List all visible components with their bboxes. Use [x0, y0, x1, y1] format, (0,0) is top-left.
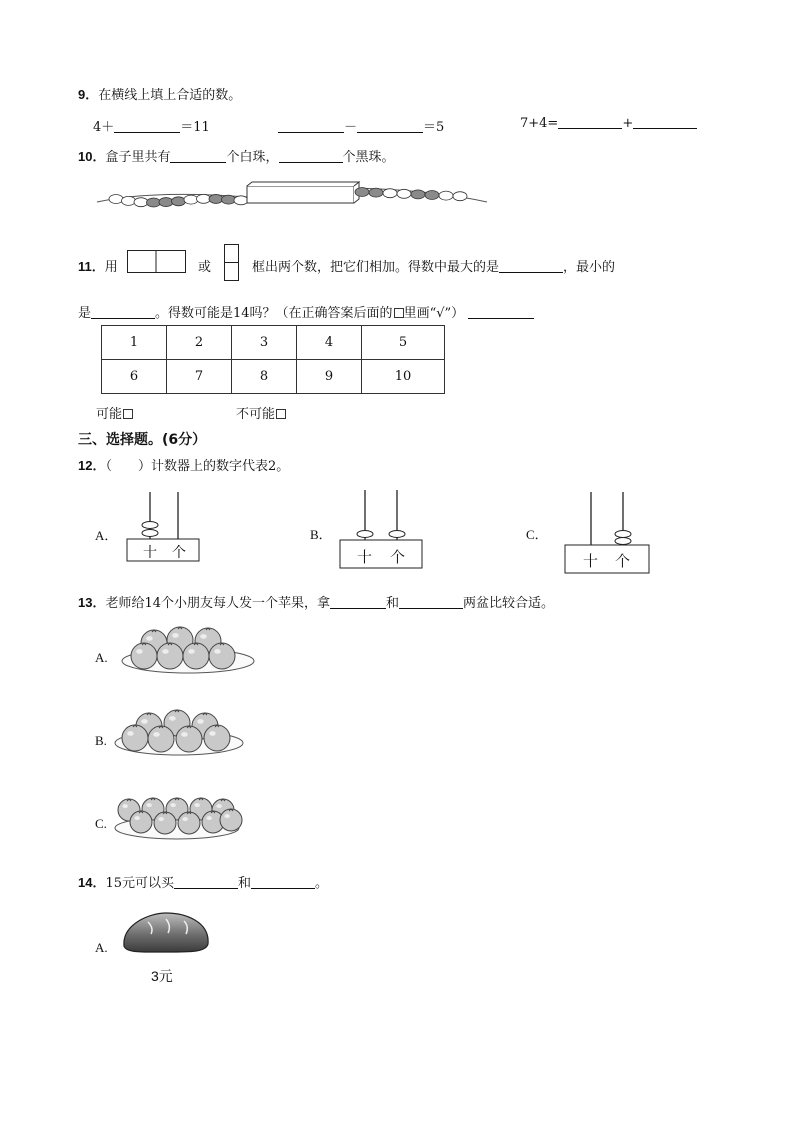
equation-text: － [344, 120, 358, 135]
black-bead [222, 195, 236, 204]
vertical-frame-icon [224, 244, 240, 282]
apple-highlight [127, 731, 134, 736]
table-cell[interactable]: 9 [297, 360, 362, 394]
white-bead [122, 196, 136, 205]
answer-blank[interactable] [633, 116, 697, 129]
white-bead [197, 194, 211, 203]
black-bead [425, 191, 439, 200]
table-cell[interactable]: 6 [102, 360, 167, 394]
option-c-label[interactable]: C. [95, 816, 107, 831]
white-bead [383, 189, 397, 198]
black-bead [411, 190, 425, 199]
abacus-b[interactable] [339, 488, 425, 572]
apple-icon [209, 643, 235, 669]
question-13 [78, 592, 554, 611]
abacus-c[interactable] [563, 490, 653, 576]
apple-icon [220, 809, 242, 831]
apple-highlight [136, 649, 143, 654]
question-text: 用 [104, 260, 118, 275]
question-number: 13． [78, 595, 106, 610]
question-10 [78, 146, 395, 165]
table-cell[interactable]: 3 [232, 326, 297, 360]
answer-blank[interactable] [170, 150, 226, 163]
question-number: 11． [78, 259, 105, 274]
black-bead [172, 197, 186, 206]
apple-highlight [146, 636, 153, 641]
apple-plate-a[interactable] [120, 625, 256, 677]
table-cell[interactable]: 5 [362, 326, 445, 360]
question-text: 或 [198, 260, 212, 275]
question-14 [78, 872, 328, 891]
apple-plate-c[interactable] [113, 795, 245, 843]
white-bead [184, 195, 198, 204]
apple-icon [176, 726, 202, 752]
question-11-text [252, 256, 615, 275]
apple-icon [178, 812, 200, 834]
question-text: 和 [386, 596, 400, 611]
table-cell[interactable]: 8 [232, 360, 297, 394]
black-bead [355, 188, 369, 197]
answer-blank[interactable] [499, 260, 563, 273]
number-table [101, 325, 445, 394]
answer-blank[interactable] [558, 116, 622, 129]
answer-blank[interactable] [279, 150, 343, 163]
apple-highlight [182, 817, 188, 821]
apple-highlight [169, 716, 176, 721]
white-bead [234, 196, 248, 205]
apple-icon [183, 643, 209, 669]
check-box-possible[interactable] [123, 409, 133, 419]
apple-highlight [224, 814, 230, 818]
apple-highlight [134, 816, 140, 820]
question-11-or [198, 256, 211, 275]
answer-blank[interactable] [251, 876, 315, 889]
white-bead [134, 198, 148, 207]
apple-icon [122, 725, 148, 751]
bead-string-illustration [92, 180, 492, 214]
question-text: （ ）计数器上的数字代表2。 [105, 459, 290, 474]
tens-label: 十 [583, 552, 599, 570]
abacus-a[interactable] [126, 490, 202, 566]
question-9 [78, 84, 241, 103]
apple-icon [204, 725, 230, 751]
black-bead [369, 188, 383, 197]
option-b-label[interactable]: B. [95, 733, 107, 748]
question-text: 和 [238, 876, 252, 891]
apple-highlight [122, 804, 128, 808]
option-a-label[interactable]: A. [95, 940, 108, 955]
apple-highlight [153, 732, 160, 737]
white-bead [397, 189, 411, 198]
question-12 [78, 455, 289, 474]
answer-possible [96, 403, 133, 422]
question-text: 。 [315, 876, 329, 891]
apple-highlight [162, 649, 169, 654]
table-cell[interactable]: 7 [167, 360, 232, 394]
question-number: 10． [78, 149, 106, 164]
option-text: 可能 [96, 407, 123, 422]
question-text: 在横线上填上合适的数。 [98, 88, 242, 103]
answer-blank[interactable] [114, 120, 180, 133]
table-cell[interactable]: 4 [297, 326, 362, 360]
apple-highlight [206, 816, 212, 820]
black-bead [159, 198, 173, 207]
question-number: 9． [78, 87, 99, 102]
table-cell[interactable]: 2 [167, 326, 232, 360]
answer-blank[interactable] [468, 306, 534, 319]
answer-blank[interactable] [174, 876, 238, 889]
question-text: 框出两个数，把它们相加。得数中最大的是 [252, 260, 500, 275]
ones-label: 个 [615, 552, 631, 570]
beads-right [355, 188, 467, 201]
table-row [102, 360, 445, 394]
question-11-line2 [78, 302, 534, 321]
question-text: 是 [78, 306, 92, 321]
apple-highlight [141, 719, 148, 724]
option-a-label[interactable]: A. [95, 650, 108, 665]
tens-label: 十 [143, 545, 157, 561]
apple-icon [154, 812, 176, 834]
question-text: 。得数可能是14吗？（在正确答案后面的 [155, 306, 393, 321]
apple-highlight [170, 803, 176, 807]
answer-blank[interactable] [278, 120, 344, 133]
ones-label: 个 [390, 548, 406, 566]
question-text: 里画“√”） [403, 306, 465, 321]
apple-highlight [146, 803, 152, 807]
apple-highlight [197, 719, 204, 724]
apple-plate-b[interactable] [113, 709, 249, 759]
question-text: ，最小的 [563, 260, 616, 275]
tens-label: 十 [357, 548, 373, 566]
apple-highlight [158, 817, 164, 821]
answer-blank[interactable] [357, 120, 423, 133]
equation-1 [93, 116, 210, 135]
equation-text: 7+4= [520, 116, 559, 131]
check-box-impossible[interactable] [276, 409, 286, 419]
option-c-label[interactable]: C． [526, 527, 548, 542]
equation-2 [278, 116, 444, 135]
apple-icon [130, 811, 152, 833]
question-text: 个黑珠。 [342, 150, 395, 165]
apple-highlight [188, 649, 195, 654]
apple-icon [148, 726, 174, 752]
apple-highlight [181, 732, 188, 737]
white-bead [439, 191, 453, 200]
apple-highlight [172, 633, 179, 638]
question-text: 盒子里共有 [105, 150, 171, 165]
answer-blank[interactable] [91, 306, 155, 319]
apple-icon [157, 643, 183, 669]
apple-highlight [209, 731, 216, 736]
beads-left [109, 194, 248, 207]
equation-text: ＝5 [423, 120, 445, 135]
black-bead [209, 194, 223, 203]
horizontal-frame-icon [127, 250, 187, 274]
option-b-label[interactable]: B． [310, 527, 332, 542]
answer-blank[interactable] [399, 596, 463, 609]
apple-highlight [216, 804, 222, 808]
question-number: 12． [78, 458, 106, 473]
ones-label: 个 [172, 545, 186, 561]
white-bead [109, 195, 123, 204]
question-text: 15元可以买 [105, 876, 175, 891]
option-text: 不可能 [236, 407, 276, 422]
question-text: 老师给14个小朋友每人发一个苹果，拿 [105, 596, 331, 611]
question-number: 14． [78, 875, 106, 890]
check-box-icon [394, 308, 404, 318]
equation-text: ＝11 [180, 120, 210, 135]
answer-impossible [236, 403, 286, 422]
bread-price: 3元 [151, 968, 173, 984]
apple-highlight [214, 649, 221, 654]
table-cell[interactable]: 10 [362, 360, 445, 394]
apple-highlight [200, 634, 207, 639]
answer-blank[interactable] [330, 596, 386, 609]
black-bead [147, 198, 161, 207]
table-cell[interactable]: 1 [102, 326, 167, 360]
apple-icon [131, 643, 157, 669]
white-bead [453, 192, 467, 201]
question-text: 两盆比较合适。 [463, 596, 555, 611]
apple-highlight [194, 803, 200, 807]
equation-3 [520, 116, 697, 131]
table-row [102, 326, 445, 360]
option-a-label[interactable]: A． [95, 528, 118, 543]
bead-box [247, 186, 354, 203]
equation-text: 4＋ [93, 120, 115, 135]
question-text: 个白珠， [226, 150, 279, 165]
question-11-line1 [78, 256, 118, 275]
equation-text: + [622, 116, 634, 131]
section-title: 三、选择题。(6分） [78, 432, 207, 448]
bread-icon[interactable] [120, 910, 212, 956]
